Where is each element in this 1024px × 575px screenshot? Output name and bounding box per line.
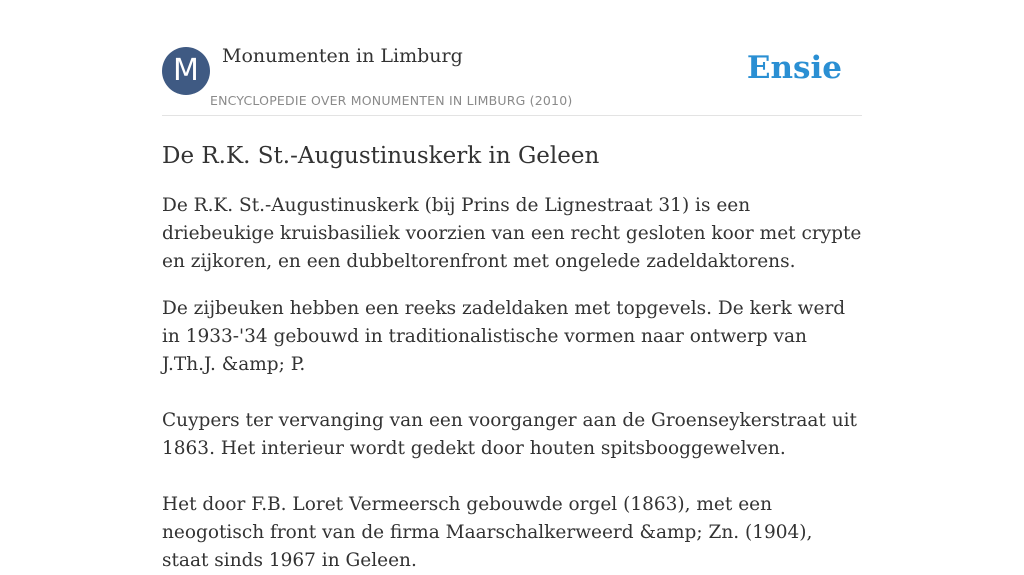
article-paragraph-3: Cuypers ter vervanging van een voorganger aan de Groenseykerstraat uit 1863. Het interieur wordt gedekt door houten spitsbooggewelven.	[162, 410, 857, 459]
article-page	[162, 0, 862, 571]
article-paragraph-4: Het door F.B. Loret Vermeersch gebouwde orgel (1863), met een neogotisch front van de firma Maarschalkerweerd &amp; Zn. (1904), staat sinds 1967 in Geleen.	[162, 494, 813, 571]
article-title: De R.K. St.-Augustinuskerk in Geleen	[162, 143, 600, 169]
article-paragraph-2: De zijbeuken hebben een reeks zadeldaken met topgevels. De kerk werd in 1933-'34 gebouwd in traditionalistische vormen naar ontwerp van J.Th.J. &amp; P.	[162, 298, 846, 375]
source-subtitle: ENCYCLOPEDIE OVER MONUMENTEN IN LIMBURG (2010)	[210, 93, 573, 108]
source-title-link[interactable]: Monumenten in Limburg	[222, 45, 463, 67]
ensie-logo[interactable]: Ensie	[746, 50, 842, 86]
source-header	[162, 0, 862, 116]
source-avatar[interactable]: M	[162, 47, 210, 95]
article-paragraph-1: De R.K. St.-Augustinuskerk (bij Prins de Lignestraat 31) is een driebeukige kruisbasiliek voorzien van een recht gesloten koor met crypte en zijkoren, en een dubbeltorenfront met ongelede zadeldaktorens.	[162, 195, 862, 272]
